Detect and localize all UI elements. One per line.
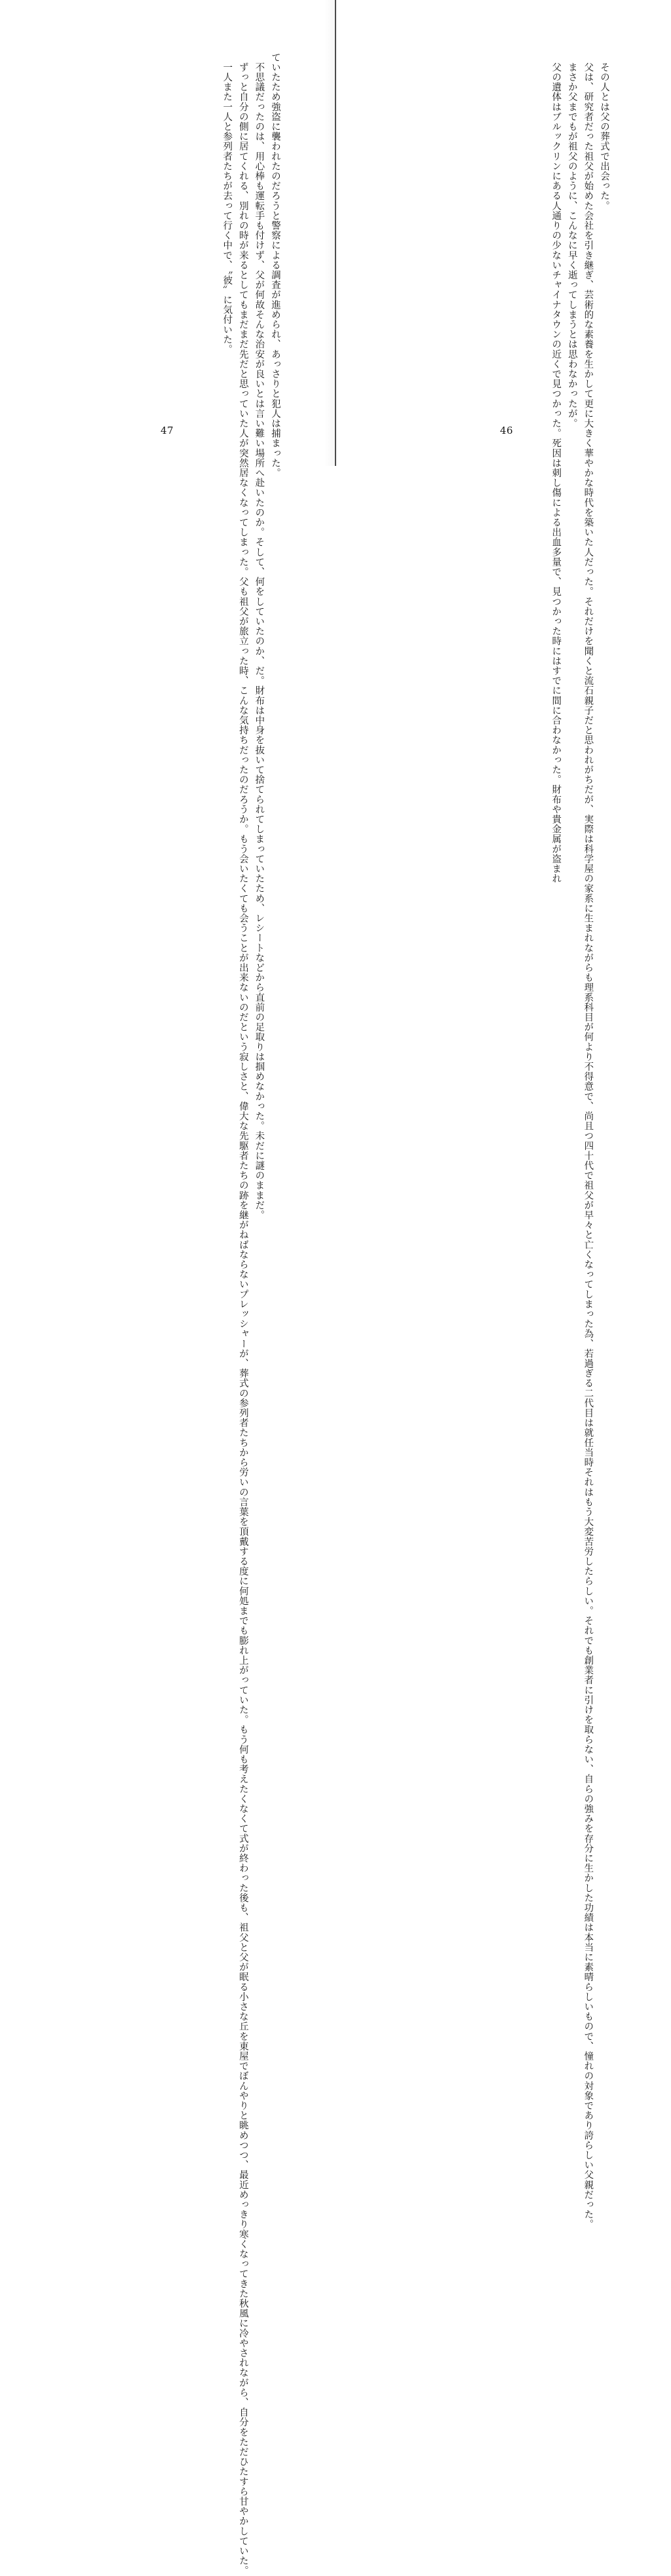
gutter-shadow-left (324, 0, 335, 466)
left-page (0, 0, 335, 2576)
paragraph: ずっと自分の側に居てくれる、別れの時が来るとしてもまだまだ先だと思っていた人が突然居なくなってしまった。父も祖父が旅立った時、こんな気持ちだったのだろうか。もう会いたくても会うことが出来ないのだという寂しさと、偉大な先駆者たちの跡を継がねばならないプレッシャーが、葬式の参列者たちから労いの言葉を頂戴する度に何処までも膨れ上がっていた。もう何も考えたくなくて式が終わった後も、祖父と父が眠る小さな丘を東屋でぼんやりと眺めつつ、最近めっきり寒くなってきた秋風に冷やされながら、自分をただひたすら甘やかしていた。 (237, 52, 248, 2576)
paragraph: その人とは父の葬式で出会った。 (599, 52, 609, 211)
paragraph: 父の遺体はブルックリンにある人通りの少ないチャイナタウンの近くで見つかった。死因は刺し傷による出血多量で、見つかった時にはすでに間に合わなかった。財布や貴金属が盗まれ (550, 52, 562, 884)
paragraph: まさか父までもが祖父のように、こんなに早く逝ってしまうとは思わなかったが。 (566, 52, 577, 429)
paragraph: 父は、研究者だった祖父が始めた会社を引き継ぎ、芸術的な素養を生かして更に大きく華やかな時代を築いた人だった。それだけを聞くと流石親子だと思われがちだが、実際は科学屋の家系に生まれながらも理系科目が何より不得意で、尚且つ四十代で祖父が早々と亡くなってしまった為、若過ぎる二代目は就任当時それはもう大変苦労したらしい。それでも創業者に引けを取らない、自らの強みを存分に生かした功績は本当に素晴らしいもので、憧れの対象であり誇らしい父親だった。 (583, 52, 594, 2229)
paragraph: 一人また一人と参列者たちが去って行く中で、〝彼〟に気付いた。 (221, 52, 233, 355)
page-number: 46 (500, 425, 514, 436)
page-number: 47 (161, 425, 174, 436)
right-page (336, 0, 671, 2229)
paragraph: ていたため強盗に襲われたのだろうと警察による調査が進められ、あっさりと犯人は捕まった。 (270, 52, 280, 478)
paragraph: 不思議だったのは、用心棒も運転手も付けず、父が何故そんな治安が良いとは言い難い場所へ赴いたのか。そして、何をしていたのか、だ。財布は中身を抜いて捨てられてしまっていたため、レシートなどから直前の足取りは掴めなかった。未だに謎のままだ。 (254, 52, 265, 1220)
